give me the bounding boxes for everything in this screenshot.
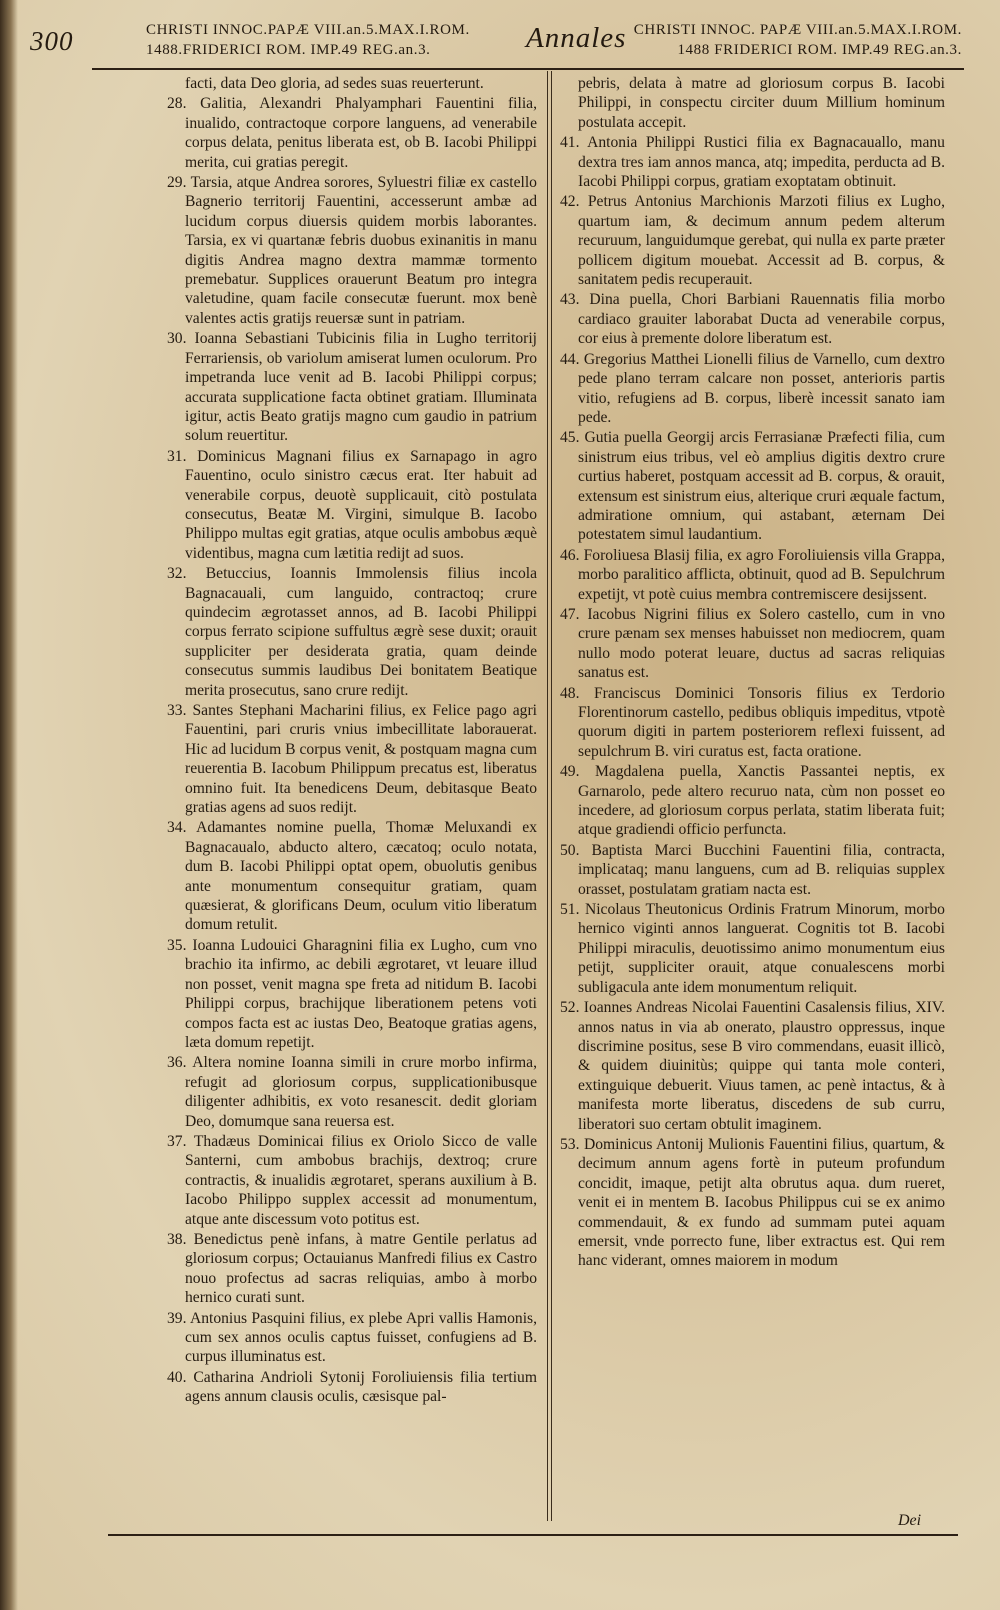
catchword: Dei [898,1512,922,1529]
entry-number: 39. [167,1309,187,1327]
entry-text: facti, data Deo gloria, ad sedes suas reuerterunt. [185,75,484,92]
header-left-line2: 1488.FRIDERICI ROM. IMP.49 REG.an.3. [146,42,431,58]
entry-number: 31. [167,447,187,465]
entry-number: 47. [560,605,580,623]
entry-paragraph [560,546,945,604]
entry-number: 49. [560,763,580,781]
entry-number: 38. [167,1230,187,1248]
entry-text: Nicolaus Theutonicus Ordinis Fratrum Minorum, morbo hernico viginti annos languerat. Cognitis tot B. Iacobi Philippi miraculis, deuotissimo animo monumentum eius petijt, suppliciter orauit, atque conualescens morbi subligacula ante idem monumentum reliquit. [578,901,945,996]
entry-paragraph [560,428,945,544]
entry-number: 32. [167,565,187,583]
header-rule [92,68,964,70]
entry-text: Gutia puella Georgij arcis Ferrasianæ Præfecti filia, cum sinistrum eius tribus, vel eò amplius digitis dextro crure curtius haberet, postquam accessit ad B. corpus, & orauit, extensum est sinistrum eius, alterique cruri æquale factum, admiratione omnium, qui astabant, æternam Dei potestatem simul laudantium. [578,429,945,544]
entry-text: Betuccius, Ioannis Immolensis filius incola Bagnacauali, cum languido, contractoq; crure quindecim ægrotasset annos, ad B. Iacobi Philippi corpus ferrato scipione suffultus ægrè sese duxit; orauit suppliciter per desiderata gratia, quam deinde consecutus summis laudibus Dei bonitatem Beatique merita prosecutus, sano crure redijt. [185,565,537,699]
entry-text: Magdalena puella, Xanctis Passantei neptis, ex Garnarolo, pede altero recuruo nata, cùm non posset eo incedere, ad gloriosum corpus perlata, statim liberata fuit; atque gradiendi officio perfuncta. [578,763,945,839]
entry-paragraph [560,290,945,348]
entry-number: 29. [167,174,187,192]
right-column [560,74,945,1272]
column-rule [547,71,548,1521]
entry-text: Altera nomine Ioanna simili in crure morbo infirma, refugit ad gloriosum corpus, supplicationibusque diligenter adhibitis, ex voto resanescit. dedit gloriam Deo, domumque sana reuersa est. [185,1054,537,1130]
left-column [167,74,537,1408]
entry-text: Galitia, Alexandri Phalyamphari Fauentini filia, inualido, contractoque corpore languens, ad venerabile corpus delata, penitus liberata est, ob B. Iacobi Philippi merita, cui gratias peregit. [185,95,537,171]
entry-paragraph [167,94,537,172]
entry-paragraph [560,350,945,428]
entry-paragraph [167,818,537,934]
entry-paragraph [167,173,537,328]
header-right [634,20,962,60]
entry-paragraph [560,762,945,840]
entry-text: Benedictus penè infans, à matre Gentile perlatus ad gloriosum corpus; Octauianus Manfredi filius ex Castro nouo profectus ad sacras reliquias, ambo à morbo hernico curati sunt. [185,1230,537,1307]
entry-text: Santes Stephani Macharini filius, ex Felice pago agri Fauentini, pari cruris vnius imbecillitate laborauerat. Hic ad lucidum B corpus venit, & postquam magna cum reuerentia B. Iacobum Philippum precatus est, liberatus omnino fuit. Ita benedicens Deum, debitasque Beato gratias agens ad suos redijt. [185,702,537,817]
entry-paragraph [560,684,945,762]
header-left-line1: CHRISTI INNOC.PAPÆ VIII.an.5.MAX.I.ROM. [146,22,470,38]
entry-paragraph [167,74,537,93]
entry-paragraph [167,447,537,563]
entry-number: 35. [167,936,187,954]
running-title: Annales [526,22,627,54]
footer-rule [108,1534,958,1536]
entry-number: 46. [560,546,580,564]
entry-paragraph [167,701,537,817]
entry-number: 36. [167,1054,187,1072]
entry-paragraph [167,936,537,1052]
entry-text: Catharina Andrioli Sytonij Foroliuiensis filia tertium agens annum clausis oculis, cæsisque pal- [185,1368,537,1406]
column-rule [551,71,552,1521]
entry-number: 41. [560,134,580,152]
entry-number: 28. [167,95,187,113]
entry-text: Dina puella, Chori Barbiani Rauennatis filia morbo cardiaco grauiter laborabat Ducta ad venerabile corpus, cor eius à premente dolore liberatum est. [578,291,945,348]
entry-text: Dominicus Antonij Mulionis Fauentini filius, quartum, & decimum annum agens fortè in puteum profundum concidit, imaque, petijt alta obrutus aqua. dum rueret, venit ei in mentem B. Iacobus Philippus cui se ex animo commendauit, & ex fundo ad summam putei aquam emersit, vnde porrecto fune, liber extractus est. Qui rem hanc viderant, omnes maiorem in modum [578,1135,945,1270]
entry-paragraph [167,1053,537,1131]
entry-number: 48. [560,684,580,702]
entry-number: 42. [560,193,580,211]
entry-number: 51. [560,901,580,919]
entry-number: 52. [560,999,580,1017]
entry-text: Franciscus Dominici Tonsoris filius ex Terdorio Florentinorum castello, pedibus obliquis impeditus, vtpotè quorum digiti in partem posteriorem reflexi fuissent, ad sepulchrum B. viri curatus est, facta oratione. [578,684,945,760]
entry-text: Dominicus Magnani filius ex Sarnapago in agro Fauentino, oculo sinistro cæcus erat. Iter habuit ad venerabile corpus, deuotè supplicauit, citò postulata consecutus, Beatæ M. Virgini, simulque B. Iacobo Philippo multas egit gratias, atque oculis ambobus æquè videntibus, magna cum lætitia redijt ad suos. [185,447,537,562]
entry-paragraph [167,564,537,700]
entry-text: Ioannes Andreas Nicolai Fauentini Casalensis filius, XIV. annos natus in via ab onerato, plaustro oppressus, inque discrimine positus, sese B viro commendans, euasit illicò, & quidem diuinitùs; quippe qui tanta mole conteri, extinguique debuerit. Viuus tamen, ac penè intactus, & à manifesta morte liberatus, discedens de sub curru, liberatori suo certam obtulit imaginem. [578,999,945,1133]
entry-text: Baptista Marci Bucchini Fauentini filia, contracta, implicataq; manu languens, cum ad B. reliquias supplex orasset, postulatam gratiam nacta est. [578,841,945,898]
entry-paragraph [560,900,945,997]
header-right-line1: CHRISTI INNOC. PAPÆ VIII.an.5.MAX.I.ROM. [633,22,962,38]
entry-paragraph [167,1132,537,1229]
entry-paragraph [560,998,945,1134]
entry-number: 30. [167,330,187,348]
entry-number: 44. [560,350,580,368]
entry-number: 33. [167,702,187,719]
entry-paragraph [167,1230,537,1308]
entry-text: Petrus Antonius Marchionis Marzoti filius ex Lugho, quartum iam, & decimum annum pedem alterum recuruum, languidumque gerebat, qui nulla ex parte præter pollicem digitum mouebat. Accessit ad B. corpus, & sanitatem pedis recuperauit. [578,193,946,289]
binding-shadow [0,0,18,1610]
entry-text: Gregorius Matthei Lionelli filius de Varnello, cum dextro pede plano terram calcare non posset, anterioris partis vitio, refugiens ad B. corpus, liberè incessit sanato iam pede. [578,350,945,426]
entry-text: Antonius Pasquini filius, ex plebe Apri vallis Hamonis, cum sex annos oculis captus fuisset, confugiens ad B. curpus illuminatus est. [185,1309,537,1366]
entry-text: pebris, delata à matre ad gloriosum corpus B. Iacobi Philippi, in conspectu circiter duum Millium hominum postulata accepit. [578,75,945,131]
entry-paragraph [560,605,945,683]
header-right-line2: 1488 FRIDERICI ROM. IMP.49 REG.an.3. [677,42,962,58]
entry-number: 37. [167,1132,187,1150]
entry-text: Foroliuesa Blasij filia, ex agro Foroliuiensis villa Grappa, morbo paralitico afflicta, obtinuit, quod ad B. Sepulchrum expetijt, vt potè cuius membra contremiscere desijssent. [578,546,946,603]
entry-paragraph [560,1135,945,1271]
entry-paragraph [560,133,945,191]
entry-number: 50. [560,841,580,859]
entry-number: 40. [167,1368,187,1386]
entry-text: Ioanna Ludouici Gharagnini filia ex Lugho, cum vno brachio ita infirmo, ac debili ægrotaret, vt leuare illud non posset, venit magna spe freta ad nitidum B. Iacobi Philippi corpus, brachijque liberationem petens voti compos facta est ac iustas Deo, Beatoque gratias agens, læta domum repetijt. [185,936,537,1051]
entry-paragraph [167,1368,537,1407]
entry-paragraph [560,841,945,899]
entry-text: Adamantes nomine puella, Thomæ Meluxandi ex Bagnacaualo, abducto altero, cæcatoq; oculo notata, dum B. Iacobi Philippi optat opem, obuolutis genibus ante monumentum consequitur gratiam, quam quæsierat, & glorificans Deum, oculum vitio liberatum domum retulit. [185,819,537,934]
entry-paragraph [167,1309,537,1367]
entry-text: Tarsia, atque Andrea sorores, Syluestri filiæ ex castello Bagnerio territorij Fauentini, accesserunt ambæ ad lucidum corpus diuersis quidem morbis laborantes. Tarsia, ex vi quartanæ febris duobus exinanitis in manu digitis Andrea magno dextra mammæ tormento premebatur. Supplices orauerunt Beatum pro integra valetudine, quam facile consecutæ fuerunt. mox benè valentes actis gratijs reuersæ sunt in patriam. [185,174,537,327]
header-left [146,20,470,60]
entry-paragraph [167,329,537,445]
entry-text: Antonia Philippi Rustici filia ex Bagnacauallo, manu dextra tres iam annos manca, atq; impedita, perducta ad B. Iacobi Philippi corpus, gratiam exoptatam obtinuit. [578,134,945,191]
page-number: 300 [30,26,74,56]
entry-text: Iacobus Nigrini filius ex Solero castello, cum in vno crure pænam sex menses habuisset non mediocrem, quam nullo modo poterat leuare, ductus ad sacras reliquias sanatus est. [578,605,945,682]
entry-paragraph [560,74,945,132]
entry-text: Thadæus Dominicai filius ex Oriolo Sicco de valle Santerni, cum ambobus brachijs, dextroq; crure contractis, & inualidis ægrotaret, sperans auxilium à B. Iacobo Philippo supplex accessit ad monumentum, atque ante discessum voto potitus est. [185,1132,537,1228]
entry-number: 45. [560,429,580,447]
entry-paragraph [560,192,945,289]
running-header [30,16,968,66]
entry-number: 53. [560,1135,580,1153]
entry-text: Ioanna Sebastiani Tubicinis filia in Lugho territorij Ferrariensis, ob variolum amiserat lumen oculorum. Pro impetranda luce venit ad B. Iacobi Philippi corpus; accurata supplicatione facta obtinet gratiam. Illuminata igitur, actis Beato gratijs magno cum gaudio in patrium solum reuertitur. [185,330,537,445]
entry-number: 43. [560,291,580,309]
entry-number: 34. [167,819,187,837]
